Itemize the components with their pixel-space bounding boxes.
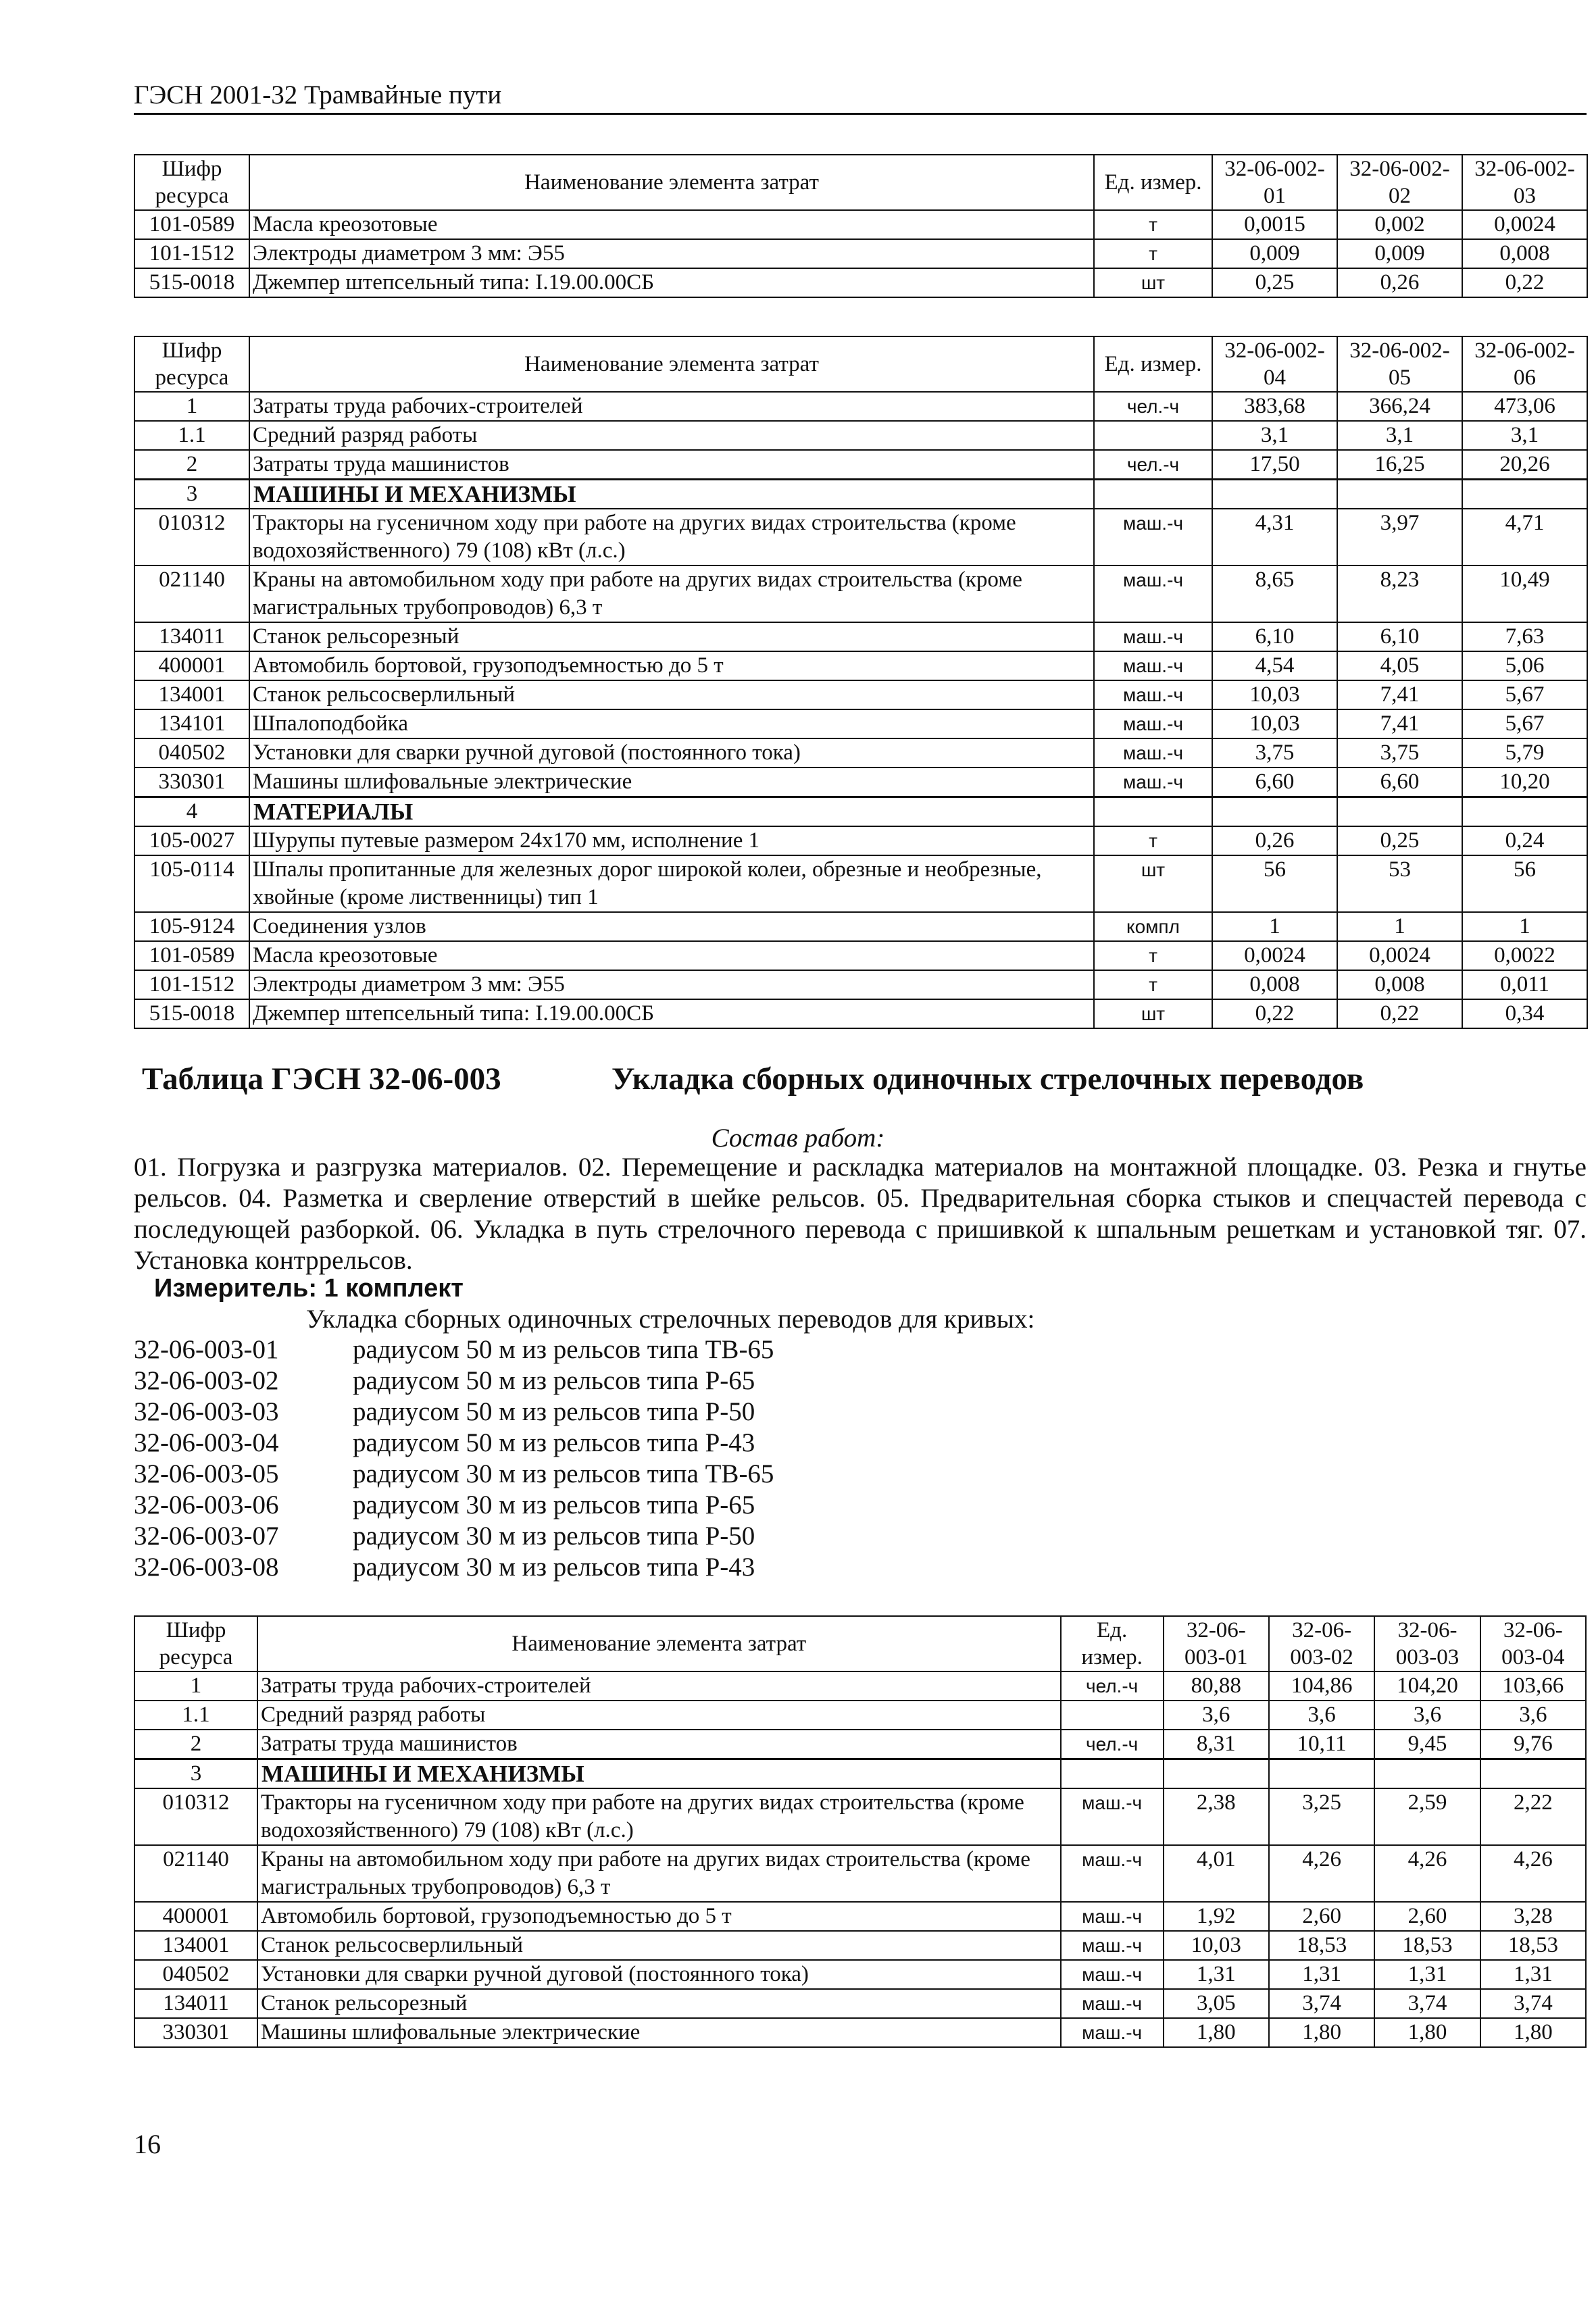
norm-value: 9,45 xyxy=(1374,1730,1480,1759)
item-description: радиусом 30 м из рельсов типа Р-43 xyxy=(353,1553,755,1582)
table-row xyxy=(134,1989,1586,2018)
norm-value: 4,31 xyxy=(1212,509,1337,565)
item-code: 32-06-003-04 xyxy=(134,1428,279,1457)
norm-value xyxy=(1462,480,1587,509)
item-description: радиусом 50 м из рельсов типа Р-65 xyxy=(353,1366,755,1395)
norm-value: 1,80 xyxy=(1164,2018,1269,2047)
norm-value: 10,03 xyxy=(1212,680,1337,709)
column-header: 32-06-002-03 xyxy=(1462,155,1587,210)
norm-value: 0,25 xyxy=(1337,826,1462,855)
unit: чел.-ч xyxy=(1061,1730,1164,1759)
norm-value xyxy=(1269,1759,1374,1789)
column-header: 32-06-003-01 xyxy=(1164,1616,1269,1671)
table-row xyxy=(134,709,1587,738)
norm-value: 0,009 xyxy=(1337,239,1462,268)
norm-value: 4,26 xyxy=(1269,1845,1374,1902)
cost-item-name: Джемпер штепсельный типа: I.19.00.00СБ xyxy=(249,999,1094,1028)
table-row xyxy=(134,738,1587,768)
norm-value: 4,01 xyxy=(1164,1845,1269,1902)
item-code: 32-06-003-01 xyxy=(134,1335,279,1364)
norm-value: 0,009 xyxy=(1212,239,1337,268)
norm-value: 0,008 xyxy=(1462,239,1587,268)
table-row xyxy=(134,1788,1586,1845)
column-header: Наименование элемента затрат xyxy=(249,155,1094,210)
column-header: 32-06-003-02 xyxy=(1269,1616,1374,1671)
resource-table-002-b xyxy=(134,336,1588,1029)
resource-code: 400001 xyxy=(134,651,249,680)
norm-value: 1,31 xyxy=(1480,1960,1586,1989)
unit: шт xyxy=(1094,268,1212,297)
norm-value: 2,59 xyxy=(1374,1788,1480,1845)
norm-value: 7,41 xyxy=(1337,680,1462,709)
list-item xyxy=(134,1397,774,1428)
table-row xyxy=(134,1960,1586,1989)
norm-value: 0,22 xyxy=(1337,999,1462,1028)
item-code: 32-06-003-08 xyxy=(134,1553,279,1582)
unit: маш.-ч xyxy=(1094,565,1212,622)
column-header: 32-06-002-01 xyxy=(1212,155,1337,210)
norm-value: 5,67 xyxy=(1462,709,1587,738)
unit: шт xyxy=(1094,999,1212,1028)
norm-value: 3,6 xyxy=(1164,1701,1269,1730)
norm-value: 53 xyxy=(1337,855,1462,912)
column-header: 32-06-002-04 xyxy=(1212,336,1337,392)
cost-item-name: Затраты труда рабочих-строителей xyxy=(257,1671,1061,1701)
column-header: 32-06-002-05 xyxy=(1337,336,1462,392)
norm-value: 1,80 xyxy=(1269,2018,1374,2047)
table-row xyxy=(134,970,1587,999)
unit xyxy=(1094,421,1212,450)
norm-value: 1 xyxy=(1462,912,1587,941)
resource-code: 010312 xyxy=(134,509,249,565)
table-row xyxy=(134,768,1587,797)
cost-item-name: Затраты труда машинистов xyxy=(249,450,1094,480)
item-code-list xyxy=(134,1334,774,1583)
item-code: 32-06-003-03 xyxy=(134,1397,279,1426)
resource-code: 1.1 xyxy=(134,421,249,450)
norm-value: 4,26 xyxy=(1480,1845,1586,1902)
norm-value: 1 xyxy=(1337,912,1462,941)
cost-item-name: Краны на автомобильном ходу при работе на других видах строительства (кроме магистральных трубопроводов) 6,3 т xyxy=(257,1845,1061,1902)
unit: маш.-ч xyxy=(1061,1931,1164,1960)
table-row xyxy=(134,622,1587,651)
table-row xyxy=(134,480,1587,509)
cost-item-name: Джемпер штепсельный типа: I.19.00.00СБ xyxy=(249,268,1094,297)
cost-item-name: Краны на автомобильном ходу при работе на других видах строительства (кроме магистральных трубопроводов) 6,3 т xyxy=(249,565,1094,622)
table-row xyxy=(134,797,1587,827)
unit: маш.-ч xyxy=(1061,1788,1164,1845)
list-item xyxy=(134,1428,774,1459)
norm-value: 0,0024 xyxy=(1462,210,1587,239)
table-title: Укладка сборных одиночных стрелочных переводов xyxy=(612,1061,1364,1097)
table-row xyxy=(134,1701,1586,1730)
norm-value: 1,92 xyxy=(1164,1902,1269,1931)
norm-value: 1,80 xyxy=(1480,2018,1586,2047)
norm-value: 10,20 xyxy=(1462,768,1587,797)
norm-value: 3,97 xyxy=(1337,509,1462,565)
resource-code: 105-0027 xyxy=(134,826,249,855)
section-title: МАТЕРИАЛЫ xyxy=(249,797,1094,827)
resource-code: 101-0589 xyxy=(134,941,249,970)
unit xyxy=(1061,1701,1164,1730)
norm-value xyxy=(1337,480,1462,509)
norm-value: 3,74 xyxy=(1374,1989,1480,2018)
cost-item-name: Машины шлифовальные электрические xyxy=(257,2018,1061,2047)
table-row xyxy=(134,999,1587,1028)
resource-code: 515-0018 xyxy=(134,999,249,1028)
column-header: Наименование элемента затрат xyxy=(257,1616,1061,1671)
resource-code: 101-0589 xyxy=(134,210,249,239)
resource-code: 2 xyxy=(134,450,249,480)
unit: чел.-ч xyxy=(1094,392,1212,421)
norm-value: 3,75 xyxy=(1337,738,1462,768)
unit: т xyxy=(1094,210,1212,239)
unit: т xyxy=(1094,970,1212,999)
works-text: 01. Погрузка и разгрузка материалов. 02. Перемещение и раскладка материалов на монтажной площадке. 03. Резка и гнутье рельсов. 04. Разметка и сверление отверстий в шейке рельсов. 05. Предварительная сборка стыков и спецчастей перевода с последующей разборкой. 06. Укладка в путь стрелочного перевода с пришивкой к шпальным решеткам и установкой тяг. 07. Установка контррельсов. xyxy=(134,1153,1587,1275)
norm-value: 0,008 xyxy=(1337,970,1462,999)
resource-code: 010312 xyxy=(134,1788,257,1845)
norm-value: 3,1 xyxy=(1337,421,1462,450)
page-number: 16 xyxy=(134,2129,161,2159)
norm-value: 0,011 xyxy=(1462,970,1587,999)
unit xyxy=(1061,1759,1164,1789)
measure-unit: Измеритель: 1 комплект xyxy=(154,1274,464,1303)
norm-value: 6,60 xyxy=(1212,768,1337,797)
norm-value: 0,22 xyxy=(1462,268,1587,297)
norm-value: 0,0015 xyxy=(1212,210,1337,239)
cost-item-name: Тракторы на гусеничном ходу при работе на других видах строительства (кроме водохозяйственного) 79 (108) кВт (л.с.) xyxy=(249,509,1094,565)
resource-code: 330301 xyxy=(134,2018,257,2047)
table-row xyxy=(134,239,1587,268)
column-header: 32-06-003-03 xyxy=(1374,1616,1480,1671)
resource-code: 134001 xyxy=(134,680,249,709)
norm-value xyxy=(1212,797,1337,827)
item-description: радиусом 30 м из рельсов типа Р-50 xyxy=(353,1521,755,1551)
list-item xyxy=(134,1490,774,1521)
item-code: 32-06-003-06 xyxy=(134,1490,279,1519)
resource-code: 400001 xyxy=(134,1902,257,1931)
works-heading: Состав работ: xyxy=(711,1124,885,1153)
unit: маш.-ч xyxy=(1094,651,1212,680)
norm-value: 0,0022 xyxy=(1462,941,1587,970)
cost-item-name: Станок рельсорезный xyxy=(257,1989,1061,2018)
norm-value: 4,71 xyxy=(1462,509,1587,565)
norm-value: 103,66 xyxy=(1480,1671,1586,1701)
norm-value: 0,22 xyxy=(1212,999,1337,1028)
norm-value: 366,24 xyxy=(1337,392,1462,421)
norm-value: 0,002 xyxy=(1337,210,1462,239)
unit: маш.-ч xyxy=(1061,1845,1164,1902)
cost-item-name: Затраты труда рабочих-строителей xyxy=(249,392,1094,421)
resource-code: 040502 xyxy=(134,1960,257,1989)
unit: т xyxy=(1094,826,1212,855)
unit: чел.-ч xyxy=(1061,1671,1164,1701)
cost-item-name: Средний разряд работы xyxy=(257,1701,1061,1730)
unit xyxy=(1094,480,1212,509)
norm-value: 16,25 xyxy=(1337,450,1462,480)
cost-item-name: Шпалы пропитанные для железных дорог широкой колеи, обрезные и необрезные, хвойные (кроме лиственницы) тип 1 xyxy=(249,855,1094,912)
resource-code: 101-1512 xyxy=(134,970,249,999)
unit: т xyxy=(1094,239,1212,268)
table-row xyxy=(134,565,1587,622)
norm-value: 5,67 xyxy=(1462,680,1587,709)
column-header: 32-06-002-06 xyxy=(1462,336,1587,392)
norm-value: 10,49 xyxy=(1462,565,1587,622)
resource-code: 515-0018 xyxy=(134,268,249,297)
cost-item-name: Затраты труда машинистов xyxy=(257,1730,1061,1759)
cost-item-name: Масла креозотовые xyxy=(249,210,1094,239)
column-header: Шифр ресурса xyxy=(134,1616,257,1671)
resource-code: 021140 xyxy=(134,1845,257,1902)
norm-value: 18,53 xyxy=(1480,1931,1586,1960)
norm-value: 2,22 xyxy=(1480,1788,1586,1845)
items-intro: Укладка сборных одиночных стрелочных переводов для кривых: xyxy=(306,1305,1035,1334)
table-row xyxy=(134,421,1587,450)
norm-value: 6,10 xyxy=(1337,622,1462,651)
norm-value: 473,06 xyxy=(1462,392,1587,421)
norm-value: 2,38 xyxy=(1164,1788,1269,1845)
norm-value: 1,80 xyxy=(1374,2018,1480,2047)
norm-value: 104,86 xyxy=(1269,1671,1374,1701)
norm-value: 0,34 xyxy=(1462,999,1587,1028)
unit: маш.-ч xyxy=(1061,2018,1164,2047)
norm-value xyxy=(1337,797,1462,827)
table-row xyxy=(134,680,1587,709)
norm-value: 4,05 xyxy=(1337,651,1462,680)
resource-code: 040502 xyxy=(134,738,249,768)
unit: шт xyxy=(1094,855,1212,912)
column-header: Шифр ресурса xyxy=(134,155,249,210)
cost-item-name: Станок рельсосверлильный xyxy=(249,680,1094,709)
column-header: Ед. измер. xyxy=(1094,155,1212,210)
norm-value: 3,6 xyxy=(1374,1701,1480,1730)
cost-item-name: Электроды диаметром 3 мм: Э55 xyxy=(249,239,1094,268)
resource-code: 3 xyxy=(134,1759,257,1789)
norm-value: 10,03 xyxy=(1212,709,1337,738)
column-header: 32-06-002-02 xyxy=(1337,155,1462,210)
norm-value xyxy=(1164,1759,1269,1789)
list-item xyxy=(134,1365,774,1397)
cost-item-name: Шурупы путевые размером 24х170 мм, исполнение 1 xyxy=(249,826,1094,855)
resource-code: 2 xyxy=(134,1730,257,1759)
item-description: радиусом 50 м из рельсов типа Р-43 xyxy=(353,1428,755,1457)
table-row xyxy=(134,855,1587,912)
item-code: 32-06-003-07 xyxy=(134,1521,279,1551)
norm-value: 3,1 xyxy=(1462,421,1587,450)
resource-code: 101-1512 xyxy=(134,239,249,268)
cost-item-name: Установки для сварки ручной дуговой (постоянного тока) xyxy=(249,738,1094,768)
cost-item-name: Шпалоподбойка xyxy=(249,709,1094,738)
table-row xyxy=(134,651,1587,680)
table-row xyxy=(134,826,1587,855)
resource-code: 105-9124 xyxy=(134,912,249,941)
table-row xyxy=(134,1759,1586,1789)
norm-value: 2,60 xyxy=(1269,1902,1374,1931)
norm-value: 1,31 xyxy=(1374,1960,1480,1989)
list-item xyxy=(134,1459,774,1490)
norm-value: 3,6 xyxy=(1480,1701,1586,1730)
unit: маш.-ч xyxy=(1094,509,1212,565)
item-code: 32-06-003-05 xyxy=(134,1459,279,1488)
norm-value: 0,25 xyxy=(1212,268,1337,297)
table-row xyxy=(134,1845,1586,1902)
section-title: МАШИНЫ И МЕХАНИЗМЫ xyxy=(257,1759,1061,1789)
unit: маш.-ч xyxy=(1094,680,1212,709)
cost-item-name: Соединения узлов xyxy=(249,912,1094,941)
norm-value: 7,41 xyxy=(1337,709,1462,738)
norm-value: 8,65 xyxy=(1212,565,1337,622)
resource-code: 1 xyxy=(134,1671,257,1701)
resource-code: 3 xyxy=(134,480,249,509)
norm-value xyxy=(1374,1759,1480,1789)
table-row xyxy=(134,509,1587,565)
norm-value: 20,26 xyxy=(1462,450,1587,480)
resource-code: 021140 xyxy=(134,565,249,622)
norm-value: 5,06 xyxy=(1462,651,1587,680)
item-description: радиусом 30 м из рельсов типа Р-65 xyxy=(353,1490,755,1519)
norm-value: 3,6 xyxy=(1269,1701,1374,1730)
item-description: радиусом 50 м из рельсов типа Р-50 xyxy=(353,1397,755,1426)
item-code: 32-06-003-02 xyxy=(134,1366,279,1395)
cost-item-name: Станок рельсорезный xyxy=(249,622,1094,651)
cost-item-name: Автомобиль бортовой, грузоподъемностью до 5 т xyxy=(257,1902,1061,1931)
norm-value: 3,74 xyxy=(1480,1989,1586,2018)
norm-value: 4,54 xyxy=(1212,651,1337,680)
norm-value: 0,0024 xyxy=(1337,941,1462,970)
cost-item-name: Установки для сварки ручной дуговой (постоянного тока) xyxy=(257,1960,1061,1989)
resource-table-003 xyxy=(134,1615,1587,2048)
norm-value: 0,26 xyxy=(1212,826,1337,855)
resource-code: 1.1 xyxy=(134,1701,257,1730)
section-title: МАШИНЫ И МЕХАНИЗМЫ xyxy=(249,480,1094,509)
norm-value: 383,68 xyxy=(1212,392,1337,421)
column-header: Ед. измер. xyxy=(1094,336,1212,392)
norm-value: 1,31 xyxy=(1269,1960,1374,1989)
table-row xyxy=(134,450,1587,480)
column-header: 32-06-003-04 xyxy=(1480,1616,1586,1671)
table-row xyxy=(134,1730,1586,1759)
norm-value: 1 xyxy=(1212,912,1337,941)
table-row xyxy=(134,1902,1586,1931)
norm-value: 18,53 xyxy=(1269,1931,1374,1960)
norm-value: 3,25 xyxy=(1269,1788,1374,1845)
table-label: Таблица ГЭСН 32-06-003 xyxy=(142,1061,501,1097)
norm-value: 1,31 xyxy=(1164,1960,1269,1989)
norm-value: 3,1 xyxy=(1212,421,1337,450)
item-description: радиусом 30 м из рельсов типа ТВ-65 xyxy=(353,1459,774,1488)
column-header: Шифр ресурса xyxy=(134,336,249,392)
cost-item-name: Станок рельсосверлильный xyxy=(257,1931,1061,1960)
resource-code: 4 xyxy=(134,797,249,827)
norm-value: 18,53 xyxy=(1374,1931,1480,1960)
unit: маш.-ч xyxy=(1094,768,1212,797)
table-row xyxy=(134,2018,1586,2047)
resource-table-002-a xyxy=(134,154,1588,298)
table-row xyxy=(134,392,1587,421)
resource-code: 134101 xyxy=(134,709,249,738)
norm-value: 8,31 xyxy=(1164,1730,1269,1759)
cost-item-name: Тракторы на гусеничном ходу при работе на других видах строительства (кроме водохозяйственного) 79 (108) кВт (л.с.) xyxy=(257,1788,1061,1845)
running-header: ГЭСН 2001-32 Трамвайные пути xyxy=(134,80,1587,115)
norm-value: 104,20 xyxy=(1374,1671,1480,1701)
unit xyxy=(1094,797,1212,827)
norm-value xyxy=(1462,797,1587,827)
norm-value: 10,03 xyxy=(1164,1931,1269,1960)
table-row xyxy=(134,268,1587,297)
table-row xyxy=(134,912,1587,941)
norm-value: 7,63 xyxy=(1462,622,1587,651)
resource-code: 134001 xyxy=(134,1931,257,1960)
unit: чел.-ч xyxy=(1094,450,1212,480)
norm-value: 3,75 xyxy=(1212,738,1337,768)
norm-value: 6,10 xyxy=(1212,622,1337,651)
resource-code: 134011 xyxy=(134,1989,257,2018)
unit: маш.-ч xyxy=(1094,709,1212,738)
resource-code: 105-0114 xyxy=(134,855,249,912)
norm-value: 9,76 xyxy=(1480,1730,1586,1759)
list-item xyxy=(134,1521,774,1552)
unit: маш.-ч xyxy=(1094,738,1212,768)
cost-item-name: Масла креозотовые xyxy=(249,941,1094,970)
norm-value xyxy=(1480,1759,1586,1789)
cost-item-name: Автомобиль бортовой, грузоподъемностью до 5 т xyxy=(249,651,1094,680)
norm-value: 3,05 xyxy=(1164,1989,1269,2018)
item-description: радиусом 50 м из рельсов типа ТВ-65 xyxy=(353,1335,774,1364)
unit: маш.-ч xyxy=(1061,1960,1164,1989)
norm-value: 3,74 xyxy=(1269,1989,1374,2018)
resource-code: 330301 xyxy=(134,768,249,797)
cost-item-name: Машины шлифовальные электрические xyxy=(249,768,1094,797)
cost-item-name: Электроды диаметром 3 мм: Э55 xyxy=(249,970,1094,999)
unit: компл xyxy=(1094,912,1212,941)
column-header: Наименование элемента затрат xyxy=(249,336,1094,392)
table-row xyxy=(134,210,1587,239)
list-item xyxy=(134,1334,774,1365)
column-header: Ед. измер. xyxy=(1061,1616,1164,1671)
norm-value: 8,23 xyxy=(1337,565,1462,622)
norm-value: 6,60 xyxy=(1337,768,1462,797)
norm-value: 0,0024 xyxy=(1212,941,1337,970)
norm-value: 17,50 xyxy=(1212,450,1337,480)
norm-value xyxy=(1212,480,1337,509)
resource-code: 1 xyxy=(134,392,249,421)
table-row xyxy=(134,1671,1586,1701)
norm-value: 80,88 xyxy=(1164,1671,1269,1701)
table-row xyxy=(134,1931,1586,1960)
norm-value: 0,26 xyxy=(1337,268,1462,297)
cost-item-name: Средний разряд работы xyxy=(249,421,1094,450)
unit: маш.-ч xyxy=(1061,1989,1164,2018)
norm-value: 56 xyxy=(1212,855,1337,912)
norm-value: 2,60 xyxy=(1374,1902,1480,1931)
unit: т xyxy=(1094,941,1212,970)
norm-value: 3,28 xyxy=(1480,1902,1586,1931)
norm-value: 5,79 xyxy=(1462,738,1587,768)
norm-value: 0,008 xyxy=(1212,970,1337,999)
norm-value: 10,11 xyxy=(1269,1730,1374,1759)
norm-value: 4,26 xyxy=(1374,1845,1480,1902)
list-item xyxy=(134,1552,774,1583)
resource-code: 134011 xyxy=(134,622,249,651)
unit: маш.-ч xyxy=(1094,622,1212,651)
norm-value: 56 xyxy=(1462,855,1587,912)
norm-value: 0,24 xyxy=(1462,826,1587,855)
table-row xyxy=(134,941,1587,970)
unit: маш.-ч xyxy=(1061,1902,1164,1931)
